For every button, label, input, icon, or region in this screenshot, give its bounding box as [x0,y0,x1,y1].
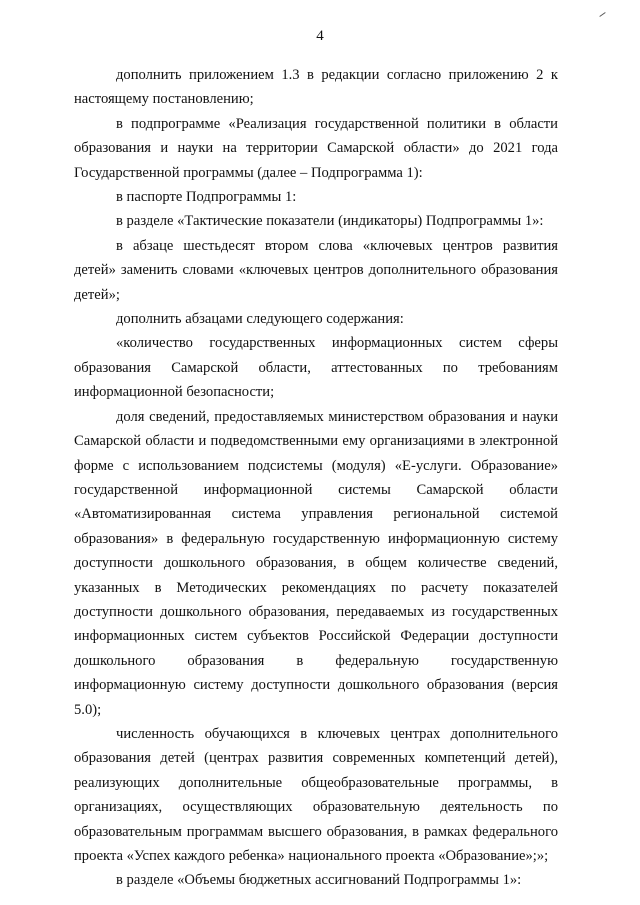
page-number: 4 [316,28,324,44]
paragraph: в паспорте Подпрограммы 1: [116,189,297,206]
paragraph: в разделе «Тактические показатели (индикаторы) Подпрограммы 1»: [116,213,544,230]
paragraph: «количество государственных информационных систем сферы образования Самарской области, аттестованных по требованиям информационной безопасности; [74,335,558,401]
paragraph: численность обучающихся в ключевых центрах дополнительного образования детей (центрах развития современных компетенций детей), реализующих дополнительные общеобразовательные программы, в организациях, осуществляющих образовательную деятельность по образовательным программам высшего образования, в рамках федерального проекта «Успех каждого ребенка» национального проекта «Образование»;»; [74,725,558,864]
paragraph: в разделе «Объемы бюджетных ассигнований Подпрограммы 1»: [116,872,522,889]
scan-corner-mark [599,12,605,17]
paragraph: дополнить приложением 1.3 в редакции согласно приложению 2 к настоящему постановлению; [74,67,558,108]
paragraph: в абзаце шестьдесят втором слова «ключевых центров развития детей» заменить словами «ключевых центров дополнительного образования детей»; [74,237,558,303]
paragraph: дополнить абзацами следующего содержания: [116,311,404,328]
paragraph: в подпрограмме «Реализация государственной политики в области образования и науки на территории Самарской области» до 2021 года Государственной программы (далее – Подпрограмма 1): [74,115,558,181]
document-body [74,63,558,893]
paragraph: доля сведений, предоставляемых министерством образования и науки Самарской области и подведомственными ему организациями в электронной форме с использованием подсистемы (модуля) «Е-услуги. Образование» государственной информационной системы Самарской области «Автоматизированная система управления региональной системой образования» в федеральную государственную информационную систему доступности дошкольного образования, в общем количестве сведений, указанных в Методических рекомендациях по расчету показателей доступности дошкольного образования, передаваемых из государственных информационных систем субъектов Российской Федерации доступности дошкольного образования в федеральную государственную информационную систему доступности дошкольного образования (версия 5.0); [74,408,558,718]
